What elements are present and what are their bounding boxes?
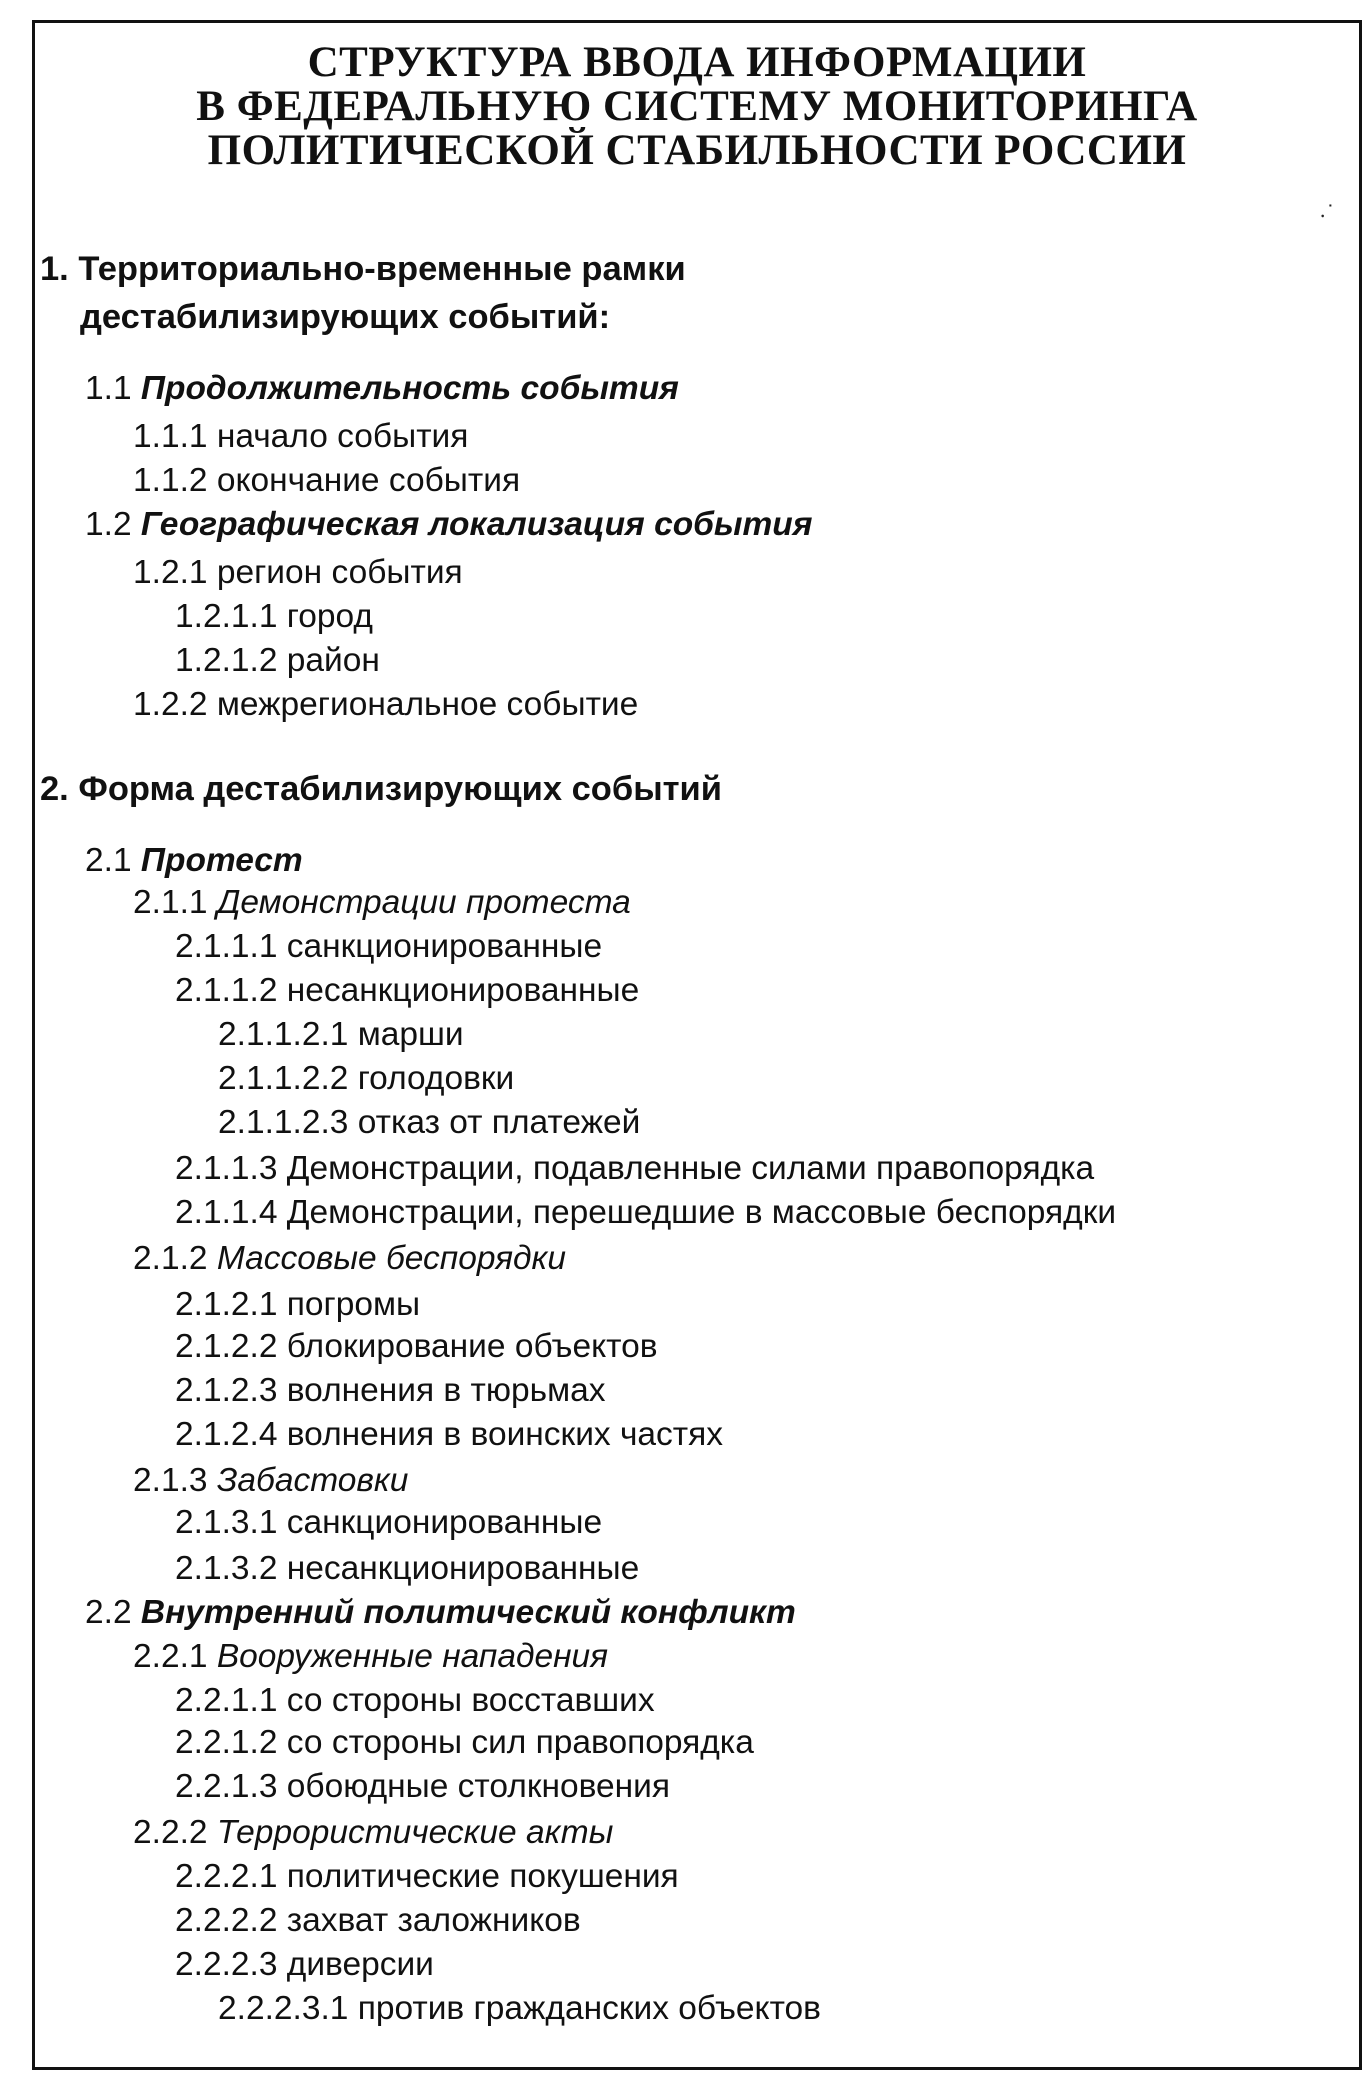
outline-item-2-2-1-3	[175, 1767, 670, 1807]
item-number: 2.2.2.1	[175, 1858, 278, 1895]
outline-item-2-1-2-2	[175, 1327, 658, 1367]
outline-item-2-1-2-3	[175, 1371, 606, 1411]
outline-item-1-2-1-2	[175, 641, 380, 681]
item-number: 2.2.2.3	[175, 1946, 278, 1983]
outline-item-2-2-1-1	[175, 1681, 655, 1721]
outline-item-2-1-2-1	[175, 1285, 420, 1325]
outline-item-2-1-2	[133, 1239, 566, 1279]
outline-item-1-1-2	[133, 461, 520, 501]
item-number: 2.1.1.3	[175, 1150, 278, 1187]
item-number: 2.1.2.2	[175, 1328, 278, 1365]
outline-item-2-1-3	[133, 1461, 408, 1501]
outline-item-2-1-1-2-3	[218, 1103, 640, 1143]
outline-item-2-1-3-1	[175, 1503, 602, 1543]
item-number: 2.1.2.1	[175, 1286, 278, 1323]
item-label: Демонстрации, перешедшие в массовые беспорядки	[286, 1194, 1117, 1231]
item-label: Демонстрации протеста	[216, 884, 631, 921]
outline-item-2-1-1-2	[175, 971, 639, 1011]
item-number: 1.2.2	[133, 686, 208, 723]
outline-item-1-1	[85, 369, 679, 409]
item-label: захват заложников	[286, 1902, 581, 1939]
document-frame	[32, 20, 1362, 2070]
item-number: 2.1.2.4	[175, 1416, 278, 1453]
item-label: Продолжительность события	[140, 370, 679, 407]
item-label: город	[286, 598, 373, 635]
outline-item-2-2-2	[133, 1813, 613, 1853]
item-number: 2.2.2.2	[175, 1902, 278, 1939]
item-label: волнения в тюрьмах	[286, 1372, 606, 1409]
item-number: 2.2.2.3.1	[218, 1990, 349, 2027]
item-label: Географическая локализация события	[140, 506, 813, 543]
item-number: 2.2.1.2	[175, 1724, 278, 1761]
item-label: Протест	[140, 842, 303, 879]
item-number: 2.1.3.2	[175, 1550, 278, 1587]
outline-item-1-2-2	[133, 685, 638, 725]
item-label: несанкционированные	[286, 1550, 640, 1587]
title-line-3: ПОЛИТИЧЕСКОЙ СТАБИЛЬНОСТИ РОССИИ	[207, 127, 1187, 174]
outline-item-1-2-1	[133, 553, 463, 593]
item-label: начало события	[216, 418, 469, 455]
outline-item-1-1-1	[133, 417, 468, 457]
outline-item-2-2-2-3-1	[218, 1989, 821, 2029]
item-label: обоюдные столкновения	[286, 1768, 671, 1805]
item-number: 1.2.1	[133, 554, 208, 591]
outline-item-2-1-1-2-2	[218, 1059, 514, 1099]
outline-item-1-2-1-1	[175, 597, 373, 637]
item-label: отказ от платежей	[357, 1104, 641, 1141]
outline-item-2-1-1	[133, 883, 631, 923]
item-number: 2.2.1.3	[175, 1768, 278, 1805]
item-number: 2.2	[85, 1594, 132, 1631]
item-label: диверсии	[286, 1946, 434, 1983]
item-number: 2.1.1.4	[175, 1194, 278, 1231]
item-number: 1.2.1.2	[175, 642, 278, 679]
outline-item-continuation: дестабилизирующих событий:	[80, 298, 611, 336]
outline-item-2-1	[85, 841, 303, 881]
item-label: регион события	[216, 554, 463, 591]
item-number: 1.2.1.1	[175, 598, 278, 635]
title-line-2: В ФЕДЕРАЛЬНУЮ СИСТЕМУ МОНИТОРИНГА	[196, 83, 1198, 130]
outline-item-2-1-1-1	[175, 927, 602, 967]
item-number: 2.1.3.1	[175, 1504, 278, 1541]
item-number: 2.	[40, 770, 69, 808]
item-number: 2.2.1.1	[175, 1682, 278, 1719]
item-label: Внутренний политический конфликт	[140, 1594, 796, 1631]
outline-item-2-2-1	[133, 1637, 608, 1677]
outline-item-2-1-2-4	[175, 1415, 723, 1455]
item-label: Вооруженные нападения	[216, 1638, 609, 1675]
item-number: 1.2	[85, 506, 132, 543]
outline-item-2-1-3-2	[175, 1549, 639, 1589]
item-label: блокирование объектов	[286, 1328, 658, 1365]
item-label: со стороны восставших	[286, 1682, 655, 1719]
item-label: Террористические акты	[216, 1814, 614, 1851]
item-label: Массовые беспорядки	[216, 1240, 566, 1277]
title-line-1: СТРУКТУРА ВВОДА ИНФОРМАЦИИ	[307, 39, 1087, 86]
item-number: 2.1.1.2.2	[218, 1060, 349, 1097]
item-number: 2.1.1	[133, 884, 208, 921]
item-label: район	[286, 642, 380, 679]
item-number: 2.1.1.2.1	[218, 1016, 349, 1053]
outline-item-2-2-2-2	[175, 1901, 581, 1941]
outline-item-2-1-1-3	[175, 1149, 1094, 1189]
item-label: межрегиональное событие	[216, 686, 639, 723]
outline-item-2-2	[85, 1593, 796, 1633]
item-label: Форма дестабилизирующих событий	[78, 770, 722, 808]
item-label: окончание события	[216, 462, 521, 499]
item-label: погромы	[286, 1286, 421, 1323]
item-number: 1.	[40, 250, 69, 288]
item-label: волнения в воинских частях	[286, 1416, 724, 1453]
outline-item-1	[40, 249, 686, 289]
item-label: Территориально-временные рамки	[78, 250, 686, 288]
item-number: 2.2.2	[133, 1814, 208, 1851]
item-label: политические покушения	[286, 1858, 679, 1895]
outline-item-2-1-1-2-1	[218, 1015, 464, 1055]
item-label: марши	[357, 1016, 464, 1053]
item-number: 1.1.1	[133, 418, 208, 455]
item-number: 2.1.1.2	[175, 972, 278, 1009]
outline-item-1-2	[85, 505, 813, 545]
item-number: 1.1	[85, 370, 132, 407]
item-label: голодовки	[357, 1060, 515, 1097]
outline-list	[35, 23, 1359, 2067]
outline-item-2-1-1-4	[175, 1193, 1116, 1233]
item-number: 2.1.3	[133, 1462, 208, 1499]
item-label: со стороны сил правопорядка	[286, 1724, 754, 1761]
item-label: несанкционированные	[286, 972, 640, 1009]
outline-item-2-2-1-2	[175, 1723, 754, 1763]
scan-speck-mark: ⸳˙	[1320, 201, 1336, 225]
item-number: 2.1.2.3	[175, 1372, 278, 1409]
item-number: 1.1.2	[133, 462, 208, 499]
outline-item-2-2-2-3	[175, 1945, 434, 1985]
item-number: 2.2.1	[133, 1638, 208, 1675]
item-label: Демонстрации, подавленные силами правопорядка	[286, 1150, 1095, 1187]
item-label: Забастовки	[216, 1462, 409, 1499]
item-label: санкционированные	[286, 928, 603, 965]
item-label: против гражданских объектов	[357, 1990, 821, 2027]
item-number: 2.1.2	[133, 1240, 208, 1277]
item-number: 2.1	[85, 842, 132, 879]
outline-item-2-2-2-1	[175, 1857, 679, 1897]
item-label: санкционированные	[286, 1504, 603, 1541]
outline-item-2	[40, 769, 722, 809]
item-number: 2.1.1.1	[175, 928, 278, 965]
item-number: 2.1.1.2.3	[218, 1104, 349, 1141]
